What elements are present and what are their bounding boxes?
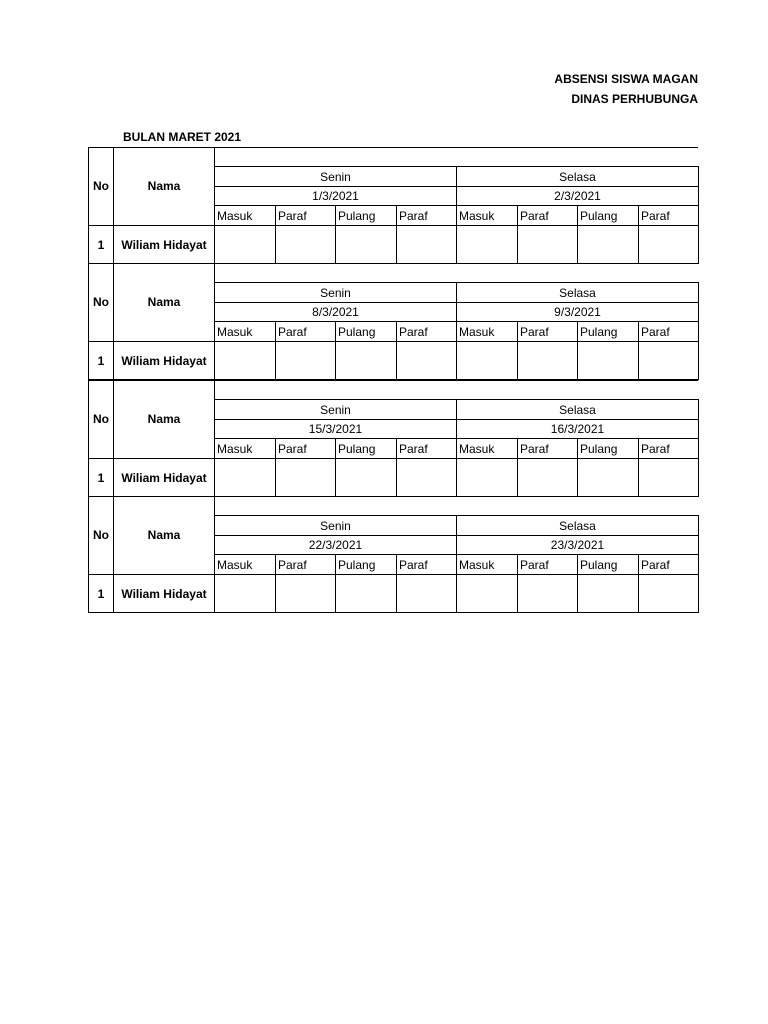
row-name: Wiliam Hidayat: [121, 586, 207, 601]
attendance-entry-cell[interactable]: [215, 575, 274, 612]
sub-column-header: Paraf: [278, 324, 307, 339]
column-header-nama: Nama: [147, 528, 181, 542]
attendance-entry-cell[interactable]: [336, 459, 395, 496]
column-header-no: No: [93, 179, 109, 193]
sub-column-header: Masuk: [217, 557, 253, 572]
sub-column-header: Masuk: [217, 441, 253, 456]
attendance-entry-cell[interactable]: [578, 575, 637, 612]
attendance-entry-cell[interactable]: [457, 342, 516, 379]
day-header: Senin: [320, 402, 351, 417]
date-header: 1/3/2021: [312, 189, 359, 203]
column-header-nama: Nama: [147, 412, 181, 426]
attendance-entry-cell[interactable]: [518, 459, 577, 496]
day-header: Senin: [320, 169, 351, 184]
sub-column-header: Paraf: [278, 557, 307, 572]
attendance-entry-cell[interactable]: [276, 459, 335, 496]
attendance-entry-cell[interactable]: [336, 575, 395, 612]
sub-column-header: Pulang: [338, 557, 376, 572]
sub-column-header: Pulang: [338, 324, 376, 339]
attendance-entry-cell[interactable]: [215, 342, 274, 379]
date-header: 22/3/2021: [308, 538, 363, 552]
sub-column-header: Paraf: [278, 208, 307, 223]
row-name: Wiliam Hidayat: [121, 470, 207, 485]
date-header: 15/3/2021: [308, 422, 363, 436]
attendance-entry-cell[interactable]: [639, 342, 698, 379]
week-table: [88, 147, 698, 264]
row-no: 1: [97, 470, 105, 485]
row-no: 1: [97, 353, 105, 368]
attendance-entry-cell[interactable]: [215, 459, 274, 496]
attendance-entry-cell[interactable]: [397, 342, 456, 379]
attendance-entry-cell[interactable]: [215, 226, 274, 263]
column-header-no: No: [93, 295, 109, 309]
sub-column-header: Paraf: [278, 441, 307, 456]
sub-column-header: Paraf: [399, 441, 428, 456]
document-title: ABSENSI SISWA MAGAN: [554, 72, 698, 86]
week-table: [88, 380, 698, 497]
day-header: Senin: [320, 518, 351, 533]
attendance-entry-cell[interactable]: [457, 575, 516, 612]
sub-column-header: Pulang: [580, 324, 618, 339]
attendance-entry-cell[interactable]: [578, 459, 637, 496]
sub-column-header: Pulang: [580, 441, 618, 456]
row-name: Wiliam Hidayat: [121, 237, 207, 252]
sub-column-header: Masuk: [217, 208, 253, 223]
month-label: BULAN MARET 2021: [123, 130, 242, 144]
column-header-no: No: [93, 528, 109, 542]
sub-column-header: Paraf: [520, 208, 549, 223]
sub-column-header: Paraf: [399, 324, 428, 339]
sub-column-header: Pulang: [338, 208, 376, 223]
sub-column-header: Paraf: [641, 441, 670, 456]
day-header: Senin: [320, 285, 351, 300]
table-border: [88, 612, 698, 613]
attendance-entry-cell[interactable]: [518, 575, 577, 612]
document-subtitle: DINAS PERHUBUNGA: [571, 92, 698, 106]
row-name: Wiliam Hidayat: [121, 353, 207, 368]
sub-column-header: Paraf: [520, 324, 549, 339]
attendance-entry-cell[interactable]: [639, 226, 698, 263]
attendance-entry-cell[interactable]: [336, 226, 395, 263]
attendance-entry-cell[interactable]: [457, 226, 516, 263]
day-header: Selasa: [559, 285, 596, 300]
attendance-entry-cell[interactable]: [518, 342, 577, 379]
attendance-entry-cell[interactable]: [397, 459, 456, 496]
attendance-entry-cell[interactable]: [639, 575, 698, 612]
sub-column-header: Pulang: [338, 441, 376, 456]
attendance-entry-cell[interactable]: [397, 575, 456, 612]
sub-column-header: Paraf: [520, 441, 549, 456]
week-table: [88, 496, 698, 613]
column-header-nama: Nama: [147, 295, 181, 309]
date-header: 9/3/2021: [554, 305, 601, 319]
sub-column-header: Masuk: [459, 557, 495, 572]
day-header: Selasa: [559, 518, 596, 533]
sub-column-header: Paraf: [641, 324, 670, 339]
attendance-entry-cell[interactable]: [336, 342, 395, 379]
attendance-entry-cell[interactable]: [578, 342, 637, 379]
row-no: 1: [97, 586, 105, 601]
date-header: 16/3/2021: [550, 422, 605, 436]
date-header: 8/3/2021: [312, 305, 359, 319]
attendance-entry-cell[interactable]: [457, 459, 516, 496]
sub-column-header: Paraf: [520, 557, 549, 572]
day-header: Selasa: [559, 169, 596, 184]
attendance-entry-cell[interactable]: [518, 226, 577, 263]
attendance-entry-cell[interactable]: [276, 575, 335, 612]
sub-column-header: Masuk: [459, 208, 495, 223]
sub-column-header: Pulang: [580, 208, 618, 223]
attendance-entry-cell[interactable]: [276, 342, 335, 379]
sub-column-header: Pulang: [580, 557, 618, 572]
day-header: Selasa: [559, 402, 596, 417]
column-header-no: No: [93, 412, 109, 426]
date-header: 2/3/2021: [554, 189, 601, 203]
sub-column-header: Masuk: [459, 324, 495, 339]
row-no: 1: [97, 237, 105, 252]
attendance-entry-cell[interactable]: [578, 226, 637, 263]
attendance-entry-cell[interactable]: [397, 226, 456, 263]
sub-column-header: Paraf: [399, 208, 428, 223]
sub-column-header: Masuk: [459, 441, 495, 456]
attendance-entry-cell[interactable]: [639, 459, 698, 496]
sub-column-header: Paraf: [399, 557, 428, 572]
sub-column-header: Paraf: [641, 557, 670, 572]
column-header-nama: Nama: [147, 179, 181, 193]
week-table: [88, 263, 698, 380]
attendance-entry-cell[interactable]: [276, 226, 335, 263]
date-header: 23/3/2021: [550, 538, 605, 552]
sub-column-header: Paraf: [641, 208, 670, 223]
sub-column-header: Masuk: [217, 324, 253, 339]
